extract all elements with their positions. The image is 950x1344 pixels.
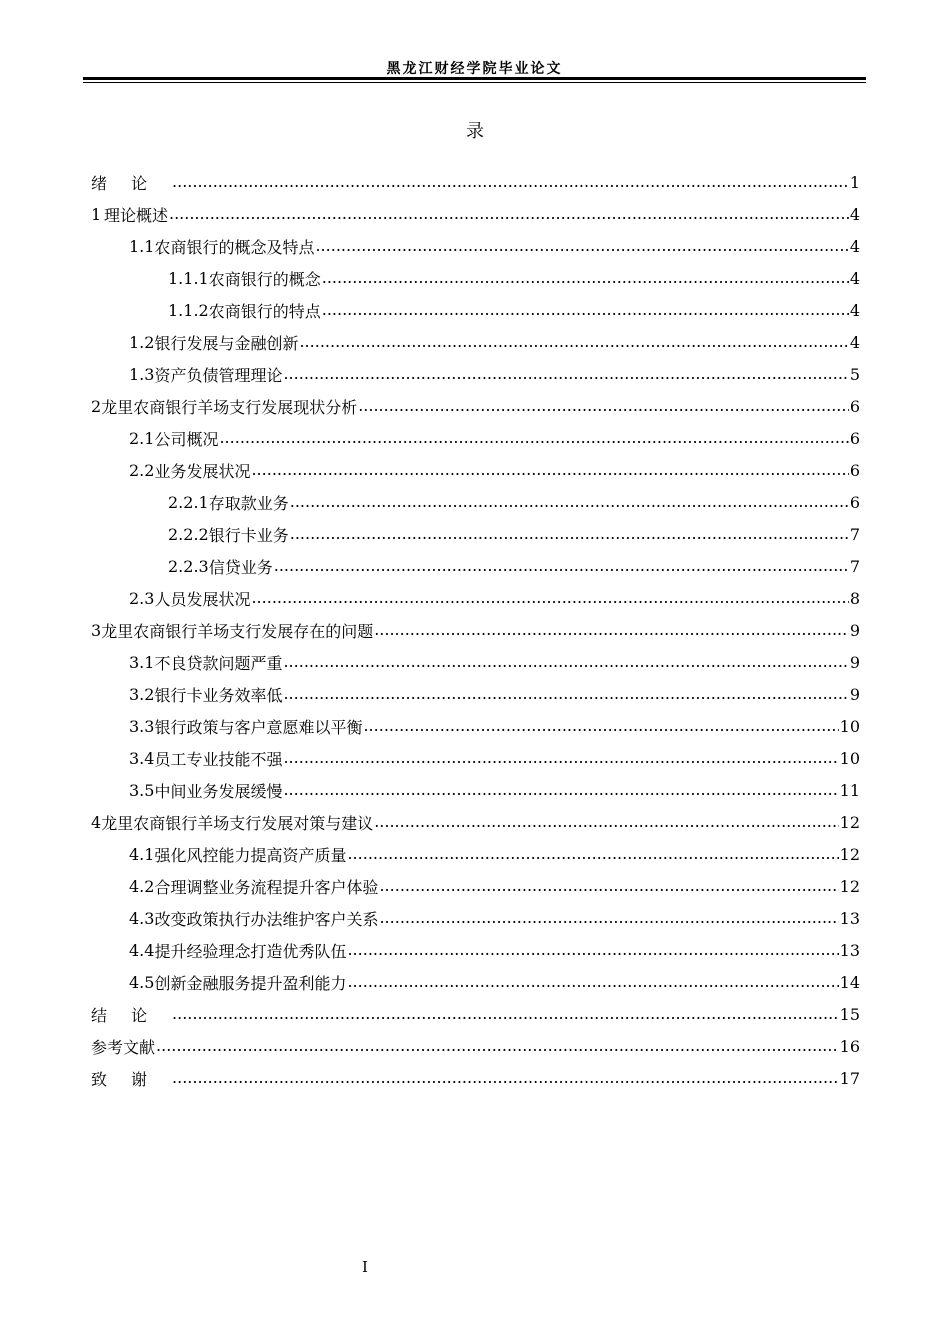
toc-leader-dots [283,685,848,703]
toc-leader-dots [315,237,848,255]
toc-entry-page: 12 [839,844,860,864]
toc-entry-label: 银行卡业务 [208,525,289,545]
toc-entry-label: 农商银行的特点 [208,301,321,321]
toc-entry-number: 4.4 [129,940,155,960]
toc-entry-page: 8 [849,588,860,608]
toc-entry[interactable] [91,998,860,1030]
toc-entry-number: 2.3 [129,588,155,608]
toc-entry-label: 致谢 [91,1069,172,1089]
toc-leader-dots [347,973,838,991]
toc-entry-number: 2.2.1 [168,492,209,512]
toc-entry-label: 资产负债管理理论 [154,365,283,385]
toc-entry[interactable] [91,326,860,358]
toc-leader-dots [219,429,848,447]
toc-entry-page: 5 [849,364,860,384]
toc-entry[interactable] [91,390,860,422]
toc-leader-dots [290,525,849,543]
toc-entry-label: 银行政策与客户意愿难以平衡 [154,717,363,737]
toc-leader-dots [379,877,838,895]
toc-entry[interactable] [91,966,860,998]
toc-entry-number: 4.2 [129,876,155,896]
toc-entry-label: 提升经验理念打造优秀队伍 [154,941,347,961]
toc-entry[interactable] [91,198,860,230]
toc-entry-page: 15 [839,1004,860,1024]
toc-entry-label: 合理调整业务流程提升客户体验 [154,877,379,897]
toc-leader-dots [172,1005,839,1023]
toc-leader-dots [274,557,849,575]
toc-entry-page: 6 [849,492,860,512]
toc-entry-label: 人员发展状况 [154,589,251,609]
toc-leader-dots [251,589,848,607]
toc-entry[interactable] [91,678,860,710]
toc-entry[interactable] [91,294,860,326]
toc-entry[interactable] [91,422,860,454]
toc-entry-label: 中间业务发展缓慢 [154,781,283,801]
toc-entry-label: 存取款业务 [208,493,289,513]
toc-entry-number: 4.5 [129,972,155,992]
toc-entry[interactable] [91,1062,860,1094]
toc-entry-page: 7 [849,556,860,576]
toc-entry-label: 信贷业务 [208,557,273,577]
toc-entry-page: 13 [839,940,860,960]
toc-leader-dots [347,845,838,863]
toc-entry-page: 17 [839,1068,860,1088]
toc-entry-number: 2 [91,396,102,416]
toc-entry-page: 10 [839,748,860,768]
toc-entry-page: 9 [849,684,860,704]
toc-entry-number: 2.1 [129,428,155,448]
toc-entry-label: 农商银行的概念 [208,269,321,289]
toc-entry-label: 理论概述 [103,205,168,225]
toc-leader-dots [322,301,849,319]
toc-entry-number: 1.1.2 [168,300,209,320]
toc-entry[interactable] [91,710,860,742]
toc-entry-page: 13 [839,908,860,928]
toc-leader-dots [347,941,838,959]
toc-entry-page: 6 [849,396,860,416]
toc-leader-dots [172,1069,839,1087]
toc-entry-label: 银行发展与金融创新 [154,333,299,353]
toc-entry[interactable] [91,582,860,614]
toc-leader-dots [283,365,848,383]
toc-entry-number: 2.2.2 [168,524,209,544]
toc-entry-label: 龙里农商银行羊场支行发展对策与建议 [101,813,374,833]
toc-entry[interactable] [91,550,860,582]
toc-entry-label: 农商银行的概念及特点 [154,237,315,257]
toc-entry-number: 4 [91,812,102,832]
toc-leader-dots [379,909,838,927]
toc-entry-number: 2.2.3 [168,556,209,576]
table-of-contents [91,166,860,1094]
toc-entry-page: 16 [839,1036,860,1056]
toc-entry-number: 1.1 [129,236,155,256]
toc-leader-dots [283,653,848,671]
toc-leader-dots [283,749,838,767]
toc-entry[interactable] [91,166,860,198]
toc-entry-page: 12 [839,876,860,896]
toc-entry-label: 结论 [91,1005,172,1025]
header-rule-thick [83,77,866,80]
toc-entry-number: 1 [91,204,102,224]
toc-entry[interactable] [91,454,860,486]
toc-entry[interactable] [91,806,860,838]
toc-entry-label: 绪论 [91,173,172,193]
toc-entry-page: 9 [849,620,860,640]
toc-entry-page: 9 [849,652,860,672]
toc-leader-dots [169,205,849,223]
toc-title: 录 [466,121,484,142]
toc-entry-page: 4 [849,300,860,320]
toc-leader-dots [322,269,849,287]
toc-entry-page: 11 [839,780,860,800]
toc-entry-page: 4 [849,332,860,352]
toc-leader-dots [358,397,849,415]
toc-leader-dots [374,813,838,831]
toc-entry[interactable] [91,518,860,550]
toc-entry-number: 1.2 [129,332,155,352]
toc-entry-label: 改变政策执行办法维护客户关系 [154,909,379,929]
toc-entry-page: 10 [839,716,860,736]
toc-entry-label: 公司概况 [154,429,219,449]
header-rule-thin [83,82,866,83]
toc-entry-number: 3.5 [129,780,155,800]
toc-entry[interactable] [91,934,860,966]
toc-entry[interactable] [91,1030,860,1062]
toc-entry-label: 员工专业技能不强 [154,749,283,769]
toc-entry[interactable] [91,646,860,678]
running-header: 黑龙江财经学院毕业论文 [386,61,563,77]
toc-entry-label: 业务发展状况 [154,461,251,481]
toc-entry-label: 参考文献 [91,1037,156,1057]
toc-entry-number: 3.1 [129,652,155,672]
toc-entry-page: 1 [849,172,860,192]
toc-entry-page: 14 [839,972,860,992]
toc-entry[interactable] [91,774,860,806]
toc-entry[interactable] [91,358,860,390]
toc-entry-label: 强化风控能力提高资产质量 [154,845,347,865]
toc-entry-page: 4 [849,268,860,288]
toc-entry-label: 龙里农商银行羊场支行发展现状分析 [101,397,358,417]
toc-leader-dots [374,621,849,639]
toc-entry-page: 12 [839,812,860,832]
toc-entry-page: 6 [849,428,860,448]
toc-entry[interactable] [91,262,860,294]
page-number: I [362,1258,368,1276]
toc-entry-number: 1.1.1 [168,268,209,288]
toc-entry[interactable] [91,486,860,518]
toc-leader-dots [251,461,848,479]
toc-entry-page: 6 [849,460,860,480]
toc-entry-number: 1.3 [129,364,155,384]
toc-entry-number: 3.2 [129,684,155,704]
toc-leader-dots [290,493,849,511]
toc-entry-number: 3.4 [129,748,155,768]
toc-entry-label: 龙里农商银行羊场支行发展存在的问题 [101,621,374,641]
toc-leader-dots [172,173,849,191]
toc-entry-number: 3 [91,620,102,640]
toc-leader-dots [299,333,848,351]
toc-entry[interactable] [91,838,860,870]
toc-entry[interactable] [91,614,860,646]
toc-entry-number: 3.3 [129,716,155,736]
toc-entry-page: 4 [849,236,860,256]
toc-leader-dots [283,781,838,799]
toc-entry-number: 4.3 [129,908,155,928]
toc-entry-number: 4.1 [129,844,155,864]
toc-entry[interactable] [91,902,860,934]
toc-entry-page: 7 [849,524,860,544]
toc-entry-label: 创新金融服务提升盈利能力 [154,973,347,993]
toc-entry-page: 4 [849,204,860,224]
toc-entry-label: 不良贷款问题严重 [154,653,283,673]
toc-leader-dots [156,1037,839,1055]
toc-leader-dots [363,717,838,735]
toc-entry-number: 2.2 [129,460,155,480]
toc-entry-label: 银行卡业务效率低 [154,685,283,705]
toc-entry[interactable] [91,870,860,902]
toc-entry[interactable] [91,230,860,262]
toc-entry[interactable] [91,742,860,774]
